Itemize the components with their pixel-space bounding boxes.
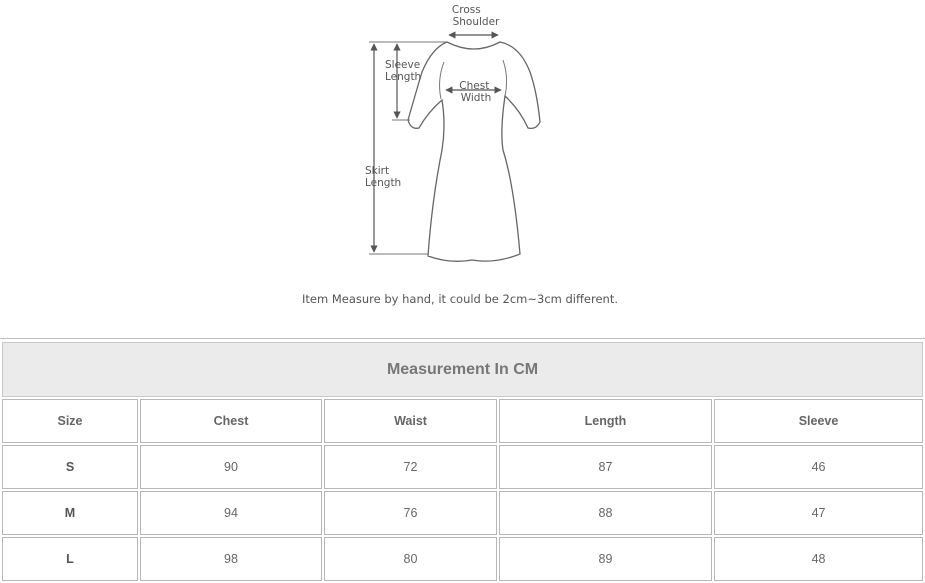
table-row — [2, 537, 923, 581]
size-chart-table — [0, 340, 925, 583]
header-sleeve: Sleeve — [714, 399, 923, 443]
divider — [0, 338, 925, 339]
sleeve-cell: 48 — [714, 537, 923, 581]
table-header-row — [2, 399, 923, 443]
sleeve-length-label: Sleeve Length — [385, 59, 422, 83]
chest-cell: 98 — [140, 537, 322, 581]
chest-cell: 90 — [140, 445, 322, 489]
header-size: Size — [2, 399, 138, 443]
waist-cell: 72 — [324, 445, 497, 489]
chest-cell: 94 — [140, 491, 322, 535]
table-row — [2, 445, 923, 489]
length-cell: 87 — [499, 445, 712, 489]
skirt-length-label: Skirt Length — [365, 165, 402, 189]
dress-outline — [408, 42, 540, 261]
length-cell: 89 — [499, 537, 712, 581]
chest-width-label: Chest Width — [459, 80, 492, 104]
size-cell: L — [2, 537, 138, 581]
header-waist: Waist — [324, 399, 497, 443]
measurement-note: Item Measure by hand, it could be 2cm~3cm different. — [301, 292, 619, 306]
waist-cell: 80 — [324, 537, 497, 581]
dress-measurement-diagram — [0, 0, 925, 290]
sleeve-cell: 46 — [714, 445, 923, 489]
sleeve-cell: 47 — [714, 491, 923, 535]
table-row — [2, 491, 923, 535]
size-cell: M — [2, 491, 138, 535]
table-caption-row — [2, 342, 923, 397]
header-length: Length — [499, 399, 712, 443]
size-cell: S — [2, 445, 138, 489]
header-chest: Chest — [140, 399, 322, 443]
table-title: Measurement In CM — [2, 342, 923, 397]
length-cell: 88 — [499, 491, 712, 535]
cross-shoulder-label: Cross Shoulder — [451, 4, 500, 28]
waist-cell: 76 — [324, 491, 497, 535]
